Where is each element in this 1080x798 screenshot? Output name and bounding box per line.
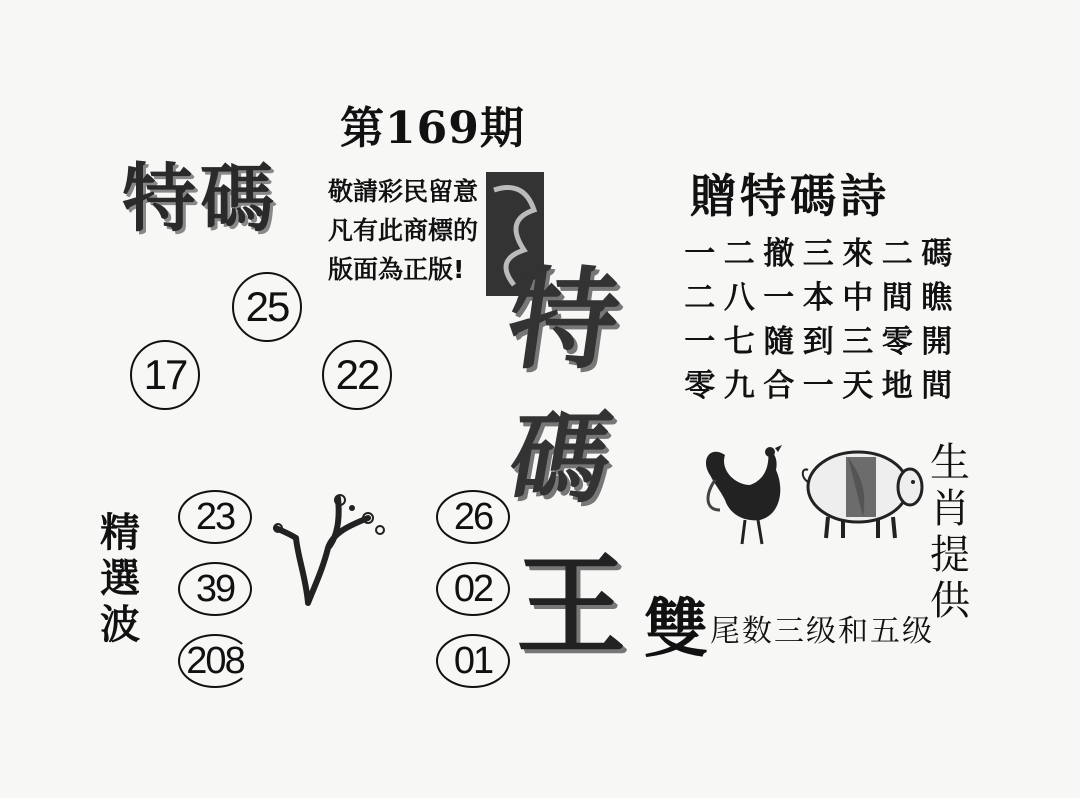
poem-char: 合 [763,368,795,404]
poem-line [680,228,957,272]
poem-char: 開 [921,324,953,360]
logo-char-te: 特 [499,256,628,384]
poem-char: 七 [723,324,755,360]
poem-title: 贈特碼詩 [690,169,890,223]
zodiac-label-char: 提 [930,532,970,578]
poem-char: 一 [763,280,795,316]
right-number-circle: 01 [436,634,510,688]
notice-line: 敬請彩民留意 [328,177,479,206]
poem-char: 間 [881,280,913,316]
poem-char: 二 [723,236,755,272]
poem-char: 零 [881,324,913,360]
poem-char: 撤 [763,236,795,272]
poem-char: 來 [842,236,874,272]
logo-char-wang: 王 [516,542,626,670]
poem-char: 一 [802,368,834,404]
poem-char: 碼 [921,236,953,272]
poem-char: 三 [802,236,834,272]
right-number-circle: 02 [436,562,510,616]
poem-char: 地 [881,368,913,404]
left-number-circle: 23 [178,490,252,544]
poem-char: 瞧 [921,280,953,316]
zodiac-label [930,440,970,624]
left-number-circle: 208 [178,634,252,688]
poem-char: 隨 [763,324,795,360]
poem-char: 九 [723,368,755,404]
poem-line [680,316,957,360]
shuang-char: 雙 [644,593,708,667]
poem-char: 八 [723,280,755,316]
poem-char: 中 [842,280,874,316]
poem-char: 間 [921,368,953,404]
zodiac-label-char: 生 [930,440,970,486]
poem-line [680,272,957,316]
main-number-circle: 22 [322,340,392,410]
poem-char: 一 [684,324,716,360]
zodiac-label-char: 肖 [930,486,970,532]
poem-lines [680,228,957,404]
logo-char-ma: 碼 [500,400,621,517]
issue-number: 第169期 [340,103,525,154]
poem-char: 一 [684,236,716,272]
left-number-circle: 39 [178,562,252,616]
plum-branch-icon [268,488,398,608]
poem-char: 三 [842,324,874,360]
tema-title: 特碼 [122,156,278,242]
select-label-char: 波 [100,602,140,648]
poem-char: 零 [684,368,716,404]
rooster-icon [690,440,790,548]
notice-line: 版面為正版! [328,255,465,284]
select-label-char: 精 [100,510,140,556]
poem-char: 二 [881,236,913,272]
right-number-circle: 26 [436,490,510,544]
pig-icon [798,432,928,542]
select-label [100,510,140,648]
main-number-circle: 17 [130,340,200,410]
poem-char: 二 [684,280,716,316]
poem-char: 本 [802,280,834,316]
poem-char: 天 [842,368,874,404]
notice-block [328,172,478,289]
poem-line [680,360,957,404]
poem-char: 到 [802,324,834,360]
notice-line: 凡有此商標的 [328,216,479,245]
zodiac-label-char: 供 [930,578,970,624]
tail-text: 尾数三级和五级 [710,614,934,649]
select-label-char: 選 [100,556,140,602]
main-number-circle: 25 [232,272,302,342]
